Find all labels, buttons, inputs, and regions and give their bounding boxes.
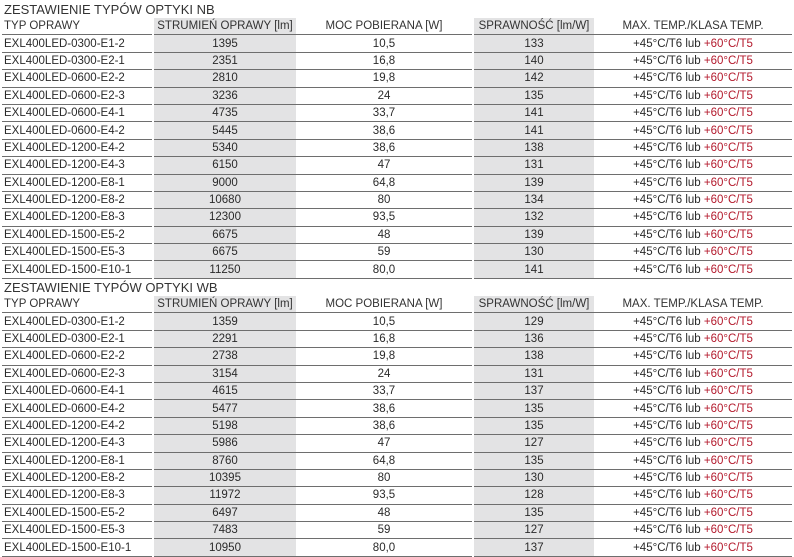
section-title-wb: ZESTAWIENIE TYPÓW OPTYKI WB: [4, 280, 218, 295]
cell-type: EXL400LED-1200-E8-3: [2, 487, 153, 504]
cell-type: EXL400LED-1500-E10-1: [2, 539, 153, 556]
table-row: [2, 35, 792, 52]
cell-type: EXL400LED-1500-E5-2: [2, 504, 153, 521]
cell-power: 93,5: [296, 209, 473, 226]
temp-standard: +45°C/T6 lub: [633, 228, 701, 241]
cell-temp: [594, 191, 792, 208]
cell-efficiency: 137: [473, 539, 594, 556]
temp-high: +60°C/T5: [703, 506, 753, 519]
cell-power: 47: [296, 435, 473, 452]
cell-power: 48: [296, 504, 473, 521]
cell-power: 93,5: [296, 487, 473, 504]
cell-temp: [594, 348, 792, 365]
cell-power: 10,5: [296, 35, 473, 52]
cell-power: 48: [296, 226, 473, 243]
cell-power: 38,6: [296, 400, 473, 417]
temp-high: +60°C/T5: [703, 246, 753, 259]
temp-high: +60°C/T5: [703, 211, 753, 224]
cell-flux: 2738: [153, 348, 296, 365]
cell-efficiency: 138: [473, 348, 594, 365]
cell-efficiency: 127: [473, 435, 594, 452]
header-efficiency: SPRAWNOŚĆ [lm/W]: [473, 18, 594, 35]
cell-type: EXL400LED-1500-E5-2: [2, 226, 153, 243]
section-title-nb: ZESTAWIENIE TYPÓW OPTYKI NB: [4, 2, 215, 17]
cell-type: EXL400LED-0600-E4-1: [2, 104, 153, 121]
temp-standard: +45°C/T6 lub: [633, 124, 701, 137]
cell-power: 59: [296, 522, 473, 539]
temp-standard: +45°C/T6 lub: [633, 246, 701, 259]
cell-efficiency: 137: [473, 382, 594, 399]
header-type: TYP OPRAWY: [2, 18, 153, 35]
table-row: [2, 139, 792, 156]
cell-type: EXL400LED-1200-E4-2: [2, 139, 153, 156]
header-type: TYP OPRAWY: [2, 296, 153, 313]
cell-flux: 5445: [153, 122, 296, 139]
cell-power: 38,6: [296, 122, 473, 139]
cell-efficiency: 140: [473, 52, 594, 69]
cell-flux: 6675: [153, 226, 296, 243]
cell-efficiency: 131: [473, 157, 594, 174]
temp-high: +60°C/T5: [703, 107, 753, 120]
cell-efficiency: 127: [473, 522, 594, 539]
cell-power: 38,6: [296, 139, 473, 156]
cell-power: 33,7: [296, 104, 473, 121]
temp-high: +60°C/T5: [703, 315, 753, 328]
temp-high: +60°C/T5: [703, 72, 753, 85]
table-row: [2, 487, 792, 504]
table-row: [2, 87, 792, 104]
table-header-row: [2, 296, 792, 313]
cell-efficiency: 141: [473, 261, 594, 278]
table-row: [2, 122, 792, 139]
cell-type: EXL400LED-1200-E8-2: [2, 191, 153, 208]
temp-high: +60°C/T5: [703, 141, 753, 154]
cell-efficiency: 130: [473, 469, 594, 486]
temp-high: +60°C/T5: [703, 176, 753, 189]
cell-type: EXL400LED-1200-E4-3: [2, 157, 153, 174]
cell-temp: [594, 435, 792, 452]
cell-flux: 10950: [153, 539, 296, 556]
cell-flux: 10680: [153, 191, 296, 208]
table-row: [2, 157, 792, 174]
cell-power: 10,5: [296, 313, 473, 330]
table-header-row: [2, 18, 792, 35]
cell-temp: [594, 209, 792, 226]
cell-efficiency: 133: [473, 35, 594, 52]
cell-flux: 1359: [153, 313, 296, 330]
table-row: [2, 191, 792, 208]
cell-type: EXL400LED-1200-E8-2: [2, 469, 153, 486]
cell-flux: 6497: [153, 504, 296, 521]
table-row: [2, 174, 792, 191]
temp-standard: +45°C/T6 lub: [633, 194, 701, 207]
temp-standard: +45°C/T6 lub: [633, 419, 701, 432]
cell-efficiency: 135: [473, 400, 594, 417]
cell-temp: [594, 70, 792, 87]
cell-flux: 4615: [153, 382, 296, 399]
table-row: [2, 313, 792, 330]
cell-power: 16,8: [296, 52, 473, 69]
cell-temp: [594, 139, 792, 156]
header-power: MOC POBIERANA [W]: [296, 296, 473, 313]
temp-standard: +45°C/T6 lub: [633, 263, 701, 276]
cell-flux: 6150: [153, 157, 296, 174]
temp-high: +60°C/T5: [703, 159, 753, 172]
cell-type: EXL400LED-1200-E4-3: [2, 435, 153, 452]
temp-standard: +45°C/T6 lub: [633, 385, 701, 398]
temp-standard: +45°C/T6 lub: [633, 332, 701, 345]
table-row: [2, 539, 792, 556]
temp-standard: +45°C/T6 lub: [633, 159, 701, 172]
temp-high: +60°C/T5: [703, 228, 753, 241]
cell-power: 24: [296, 365, 473, 382]
temp-standard: +45°C/T6 lub: [633, 72, 701, 85]
temp-standard: +45°C/T6 lub: [633, 367, 701, 380]
header-efficiency: SPRAWNOŚĆ [lm/W]: [473, 296, 594, 313]
cell-flux: 12300: [153, 209, 296, 226]
temp-high: +60°C/T5: [703, 367, 753, 380]
cell-temp: [594, 157, 792, 174]
table-row: [2, 522, 792, 539]
cell-flux: 11972: [153, 487, 296, 504]
cell-temp: [594, 487, 792, 504]
cell-flux: 5477: [153, 400, 296, 417]
cell-efficiency: 135: [473, 417, 594, 434]
cell-efficiency: 134: [473, 191, 594, 208]
cell-temp: [594, 382, 792, 399]
cell-type: EXL400LED-0300-E1-2: [2, 35, 153, 52]
cell-efficiency: 142: [473, 70, 594, 87]
cell-type: EXL400LED-0600-E4-1: [2, 382, 153, 399]
table-row: [2, 104, 792, 121]
header-power: MOC POBIERANA [W]: [296, 18, 473, 35]
cell-temp: [594, 122, 792, 139]
temp-high: +60°C/T5: [703, 419, 753, 432]
cell-type: EXL400LED-1500-E5-3: [2, 522, 153, 539]
table-row: [2, 226, 792, 243]
cell-power: 59: [296, 244, 473, 261]
cell-efficiency: 139: [473, 226, 594, 243]
temp-standard: +45°C/T6 lub: [633, 107, 701, 120]
table-row: [2, 348, 792, 365]
cell-efficiency: 135: [473, 504, 594, 521]
temp-high: +60°C/T5: [703, 263, 753, 276]
cell-efficiency: 132: [473, 209, 594, 226]
cell-power: 19,8: [296, 70, 473, 87]
table-row: [2, 452, 792, 469]
temp-high: +60°C/T5: [703, 489, 753, 502]
temp-high: +60°C/T5: [703, 124, 753, 137]
temp-standard: +45°C/T6 lub: [633, 472, 701, 485]
table-row: [2, 469, 792, 486]
temp-standard: +45°C/T6 lub: [633, 506, 701, 519]
temp-high: +60°C/T5: [703, 472, 753, 485]
cell-efficiency: 141: [473, 122, 594, 139]
cell-temp: [594, 226, 792, 243]
cell-efficiency: 138: [473, 139, 594, 156]
cell-power: 47: [296, 157, 473, 174]
table-row: [2, 261, 792, 278]
cell-temp: [594, 261, 792, 278]
cell-power: 80: [296, 191, 473, 208]
cell-power: 80: [296, 469, 473, 486]
temp-standard: +45°C/T6 lub: [633, 315, 701, 328]
cell-type: EXL400LED-0300-E2-1: [2, 330, 153, 347]
temp-high: +60°C/T5: [703, 350, 753, 363]
cell-temp: [594, 330, 792, 347]
cell-temp: [594, 52, 792, 69]
temp-standard: +45°C/T6 lub: [633, 211, 701, 224]
cell-efficiency: 128: [473, 487, 594, 504]
cell-type: EXL400LED-1500-E5-3: [2, 244, 153, 261]
cell-type: EXL400LED-1200-E8-3: [2, 209, 153, 226]
cell-flux: 5986: [153, 435, 296, 452]
cell-temp: [594, 504, 792, 521]
cell-temp: [594, 35, 792, 52]
cell-type: EXL400LED-1200-E8-1: [2, 174, 153, 191]
table-row: [2, 52, 792, 69]
cell-efficiency: 136: [473, 330, 594, 347]
cell-temp: [594, 522, 792, 539]
cell-temp: [594, 539, 792, 556]
temp-standard: +45°C/T6 lub: [633, 350, 701, 363]
cell-temp: [594, 244, 792, 261]
table-row: [2, 435, 792, 452]
cell-temp: [594, 365, 792, 382]
cell-flux: 3154: [153, 365, 296, 382]
table-row: [2, 209, 792, 226]
temp-standard: +45°C/T6 lub: [633, 437, 701, 450]
cell-power: 64,8: [296, 452, 473, 469]
temp-high: +60°C/T5: [703, 454, 753, 467]
cell-temp: [594, 313, 792, 330]
temp-standard: +45°C/T6 lub: [633, 89, 701, 102]
table-row: [2, 70, 792, 87]
table-optics-wb: [2, 296, 792, 557]
table-row: [2, 244, 792, 261]
temp-standard: +45°C/T6 lub: [633, 541, 701, 554]
cell-flux: 10395: [153, 469, 296, 486]
header-temp: MAX. TEMP./KLASA TEMP.: [594, 296, 792, 313]
temp-high: +60°C/T5: [703, 524, 753, 537]
cell-power: 80,0: [296, 539, 473, 556]
temp-standard: +45°C/T6 lub: [633, 524, 701, 537]
header-temp: MAX. TEMP./KLASA TEMP.: [594, 18, 792, 35]
cell-efficiency: 129: [473, 313, 594, 330]
cell-power: 24: [296, 87, 473, 104]
temp-standard: +45°C/T6 lub: [633, 54, 701, 67]
cell-power: 38,6: [296, 417, 473, 434]
cell-flux: 2810: [153, 70, 296, 87]
cell-power: 64,8: [296, 174, 473, 191]
temp-high: +60°C/T5: [703, 541, 753, 554]
cell-flux: 9000: [153, 174, 296, 191]
table-row: [2, 400, 792, 417]
table-row: [2, 365, 792, 382]
table-row: [2, 417, 792, 434]
cell-temp: [594, 174, 792, 191]
cell-type: EXL400LED-1500-E10-1: [2, 261, 153, 278]
cell-type: EXL400LED-0600-E2-3: [2, 365, 153, 382]
cell-type: EXL400LED-1200-E4-2: [2, 417, 153, 434]
temp-high: +60°C/T5: [703, 54, 753, 67]
cell-efficiency: 131: [473, 365, 594, 382]
cell-flux: 5198: [153, 417, 296, 434]
cell-power: 80,0: [296, 261, 473, 278]
cell-type: EXL400LED-0600-E2-3: [2, 87, 153, 104]
cell-temp: [594, 87, 792, 104]
cell-efficiency: 135: [473, 87, 594, 104]
cell-type: EXL400LED-0300-E2-1: [2, 52, 153, 69]
cell-type: EXL400LED-0600-E2-2: [2, 348, 153, 365]
temp-high: +60°C/T5: [703, 385, 753, 398]
temp-high: +60°C/T5: [703, 194, 753, 207]
temp-high: +60°C/T5: [703, 37, 753, 50]
temp-standard: +45°C/T6 lub: [633, 402, 701, 415]
cell-power: 19,8: [296, 348, 473, 365]
temp-standard: +45°C/T6 lub: [633, 141, 701, 154]
cell-type: EXL400LED-0600-E4-2: [2, 400, 153, 417]
cell-efficiency: 135: [473, 452, 594, 469]
table-optics-nb: [2, 18, 792, 279]
table-row: [2, 382, 792, 399]
cell-temp: [594, 104, 792, 121]
cell-flux: 5340: [153, 139, 296, 156]
cell-flux: 11250: [153, 261, 296, 278]
temp-standard: +45°C/T6 lub: [633, 489, 701, 502]
cell-type: EXL400LED-0600-E4-2: [2, 122, 153, 139]
temp-high: +60°C/T5: [703, 437, 753, 450]
temp-high: +60°C/T5: [703, 332, 753, 345]
temp-standard: +45°C/T6 lub: [633, 176, 701, 189]
cell-temp: [594, 452, 792, 469]
cell-flux: 2291: [153, 330, 296, 347]
cell-type: EXL400LED-0600-E2-2: [2, 70, 153, 87]
header-flux: STRUMIEŃ OPRAWY [lm]: [153, 296, 296, 313]
cell-flux: 6675: [153, 244, 296, 261]
cell-flux: 8760: [153, 452, 296, 469]
header-flux: STRUMIEŃ OPRAWY [lm]: [153, 18, 296, 35]
table-row: [2, 330, 792, 347]
cell-efficiency: 139: [473, 174, 594, 191]
cell-flux: 7483: [153, 522, 296, 539]
cell-temp: [594, 400, 792, 417]
cell-type: EXL400LED-1200-E8-1: [2, 452, 153, 469]
temp-high: +60°C/T5: [703, 402, 753, 415]
cell-temp: [594, 469, 792, 486]
cell-flux: 2351: [153, 52, 296, 69]
cell-temp: [594, 417, 792, 434]
temp-standard: +45°C/T6 lub: [633, 37, 701, 50]
temp-high: +60°C/T5: [703, 89, 753, 102]
cell-type: EXL400LED-0300-E1-2: [2, 313, 153, 330]
cell-flux: 4735: [153, 104, 296, 121]
cell-power: 33,7: [296, 382, 473, 399]
cell-efficiency: 130: [473, 244, 594, 261]
cell-flux: 1395: [153, 35, 296, 52]
cell-power: 16,8: [296, 330, 473, 347]
cell-efficiency: 141: [473, 104, 594, 121]
table-row: [2, 504, 792, 521]
cell-flux: 3236: [153, 87, 296, 104]
temp-standard: +45°C/T6 lub: [633, 454, 701, 467]
